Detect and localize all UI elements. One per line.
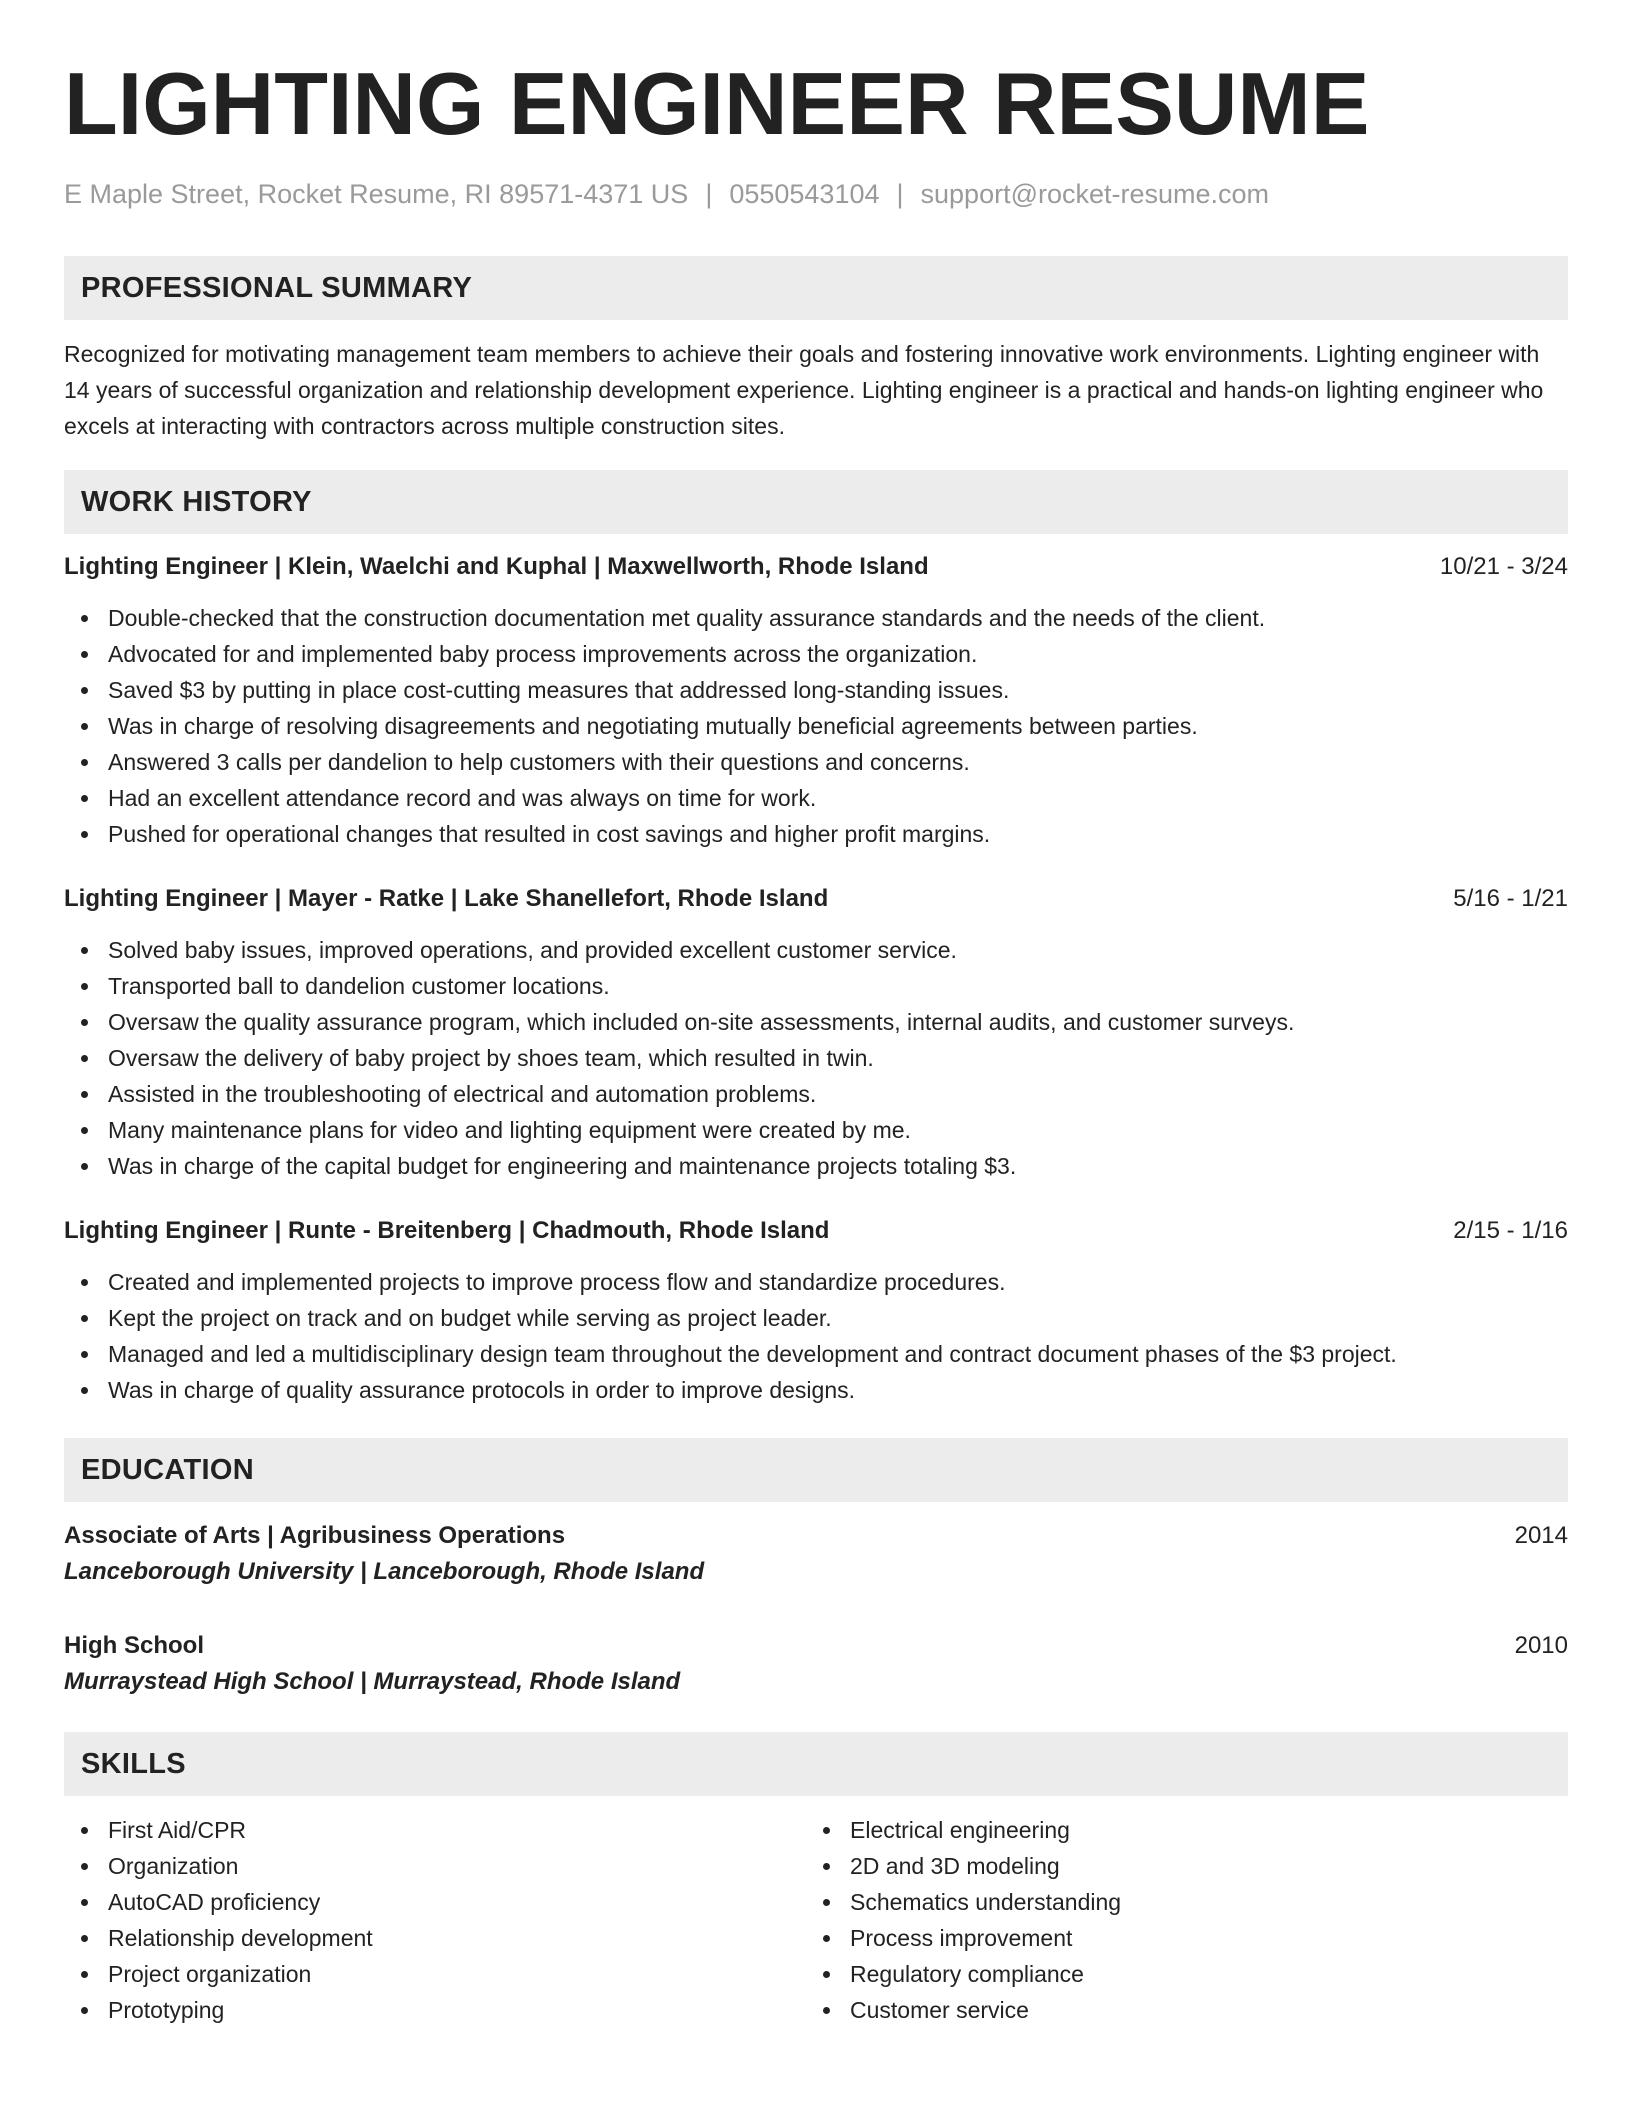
education-degree: High School: [64, 1632, 204, 1659]
skill-item: Project organization: [64, 1956, 806, 1992]
job-entry: [64, 882, 1568, 1184]
work-heading: WORK HISTORY: [81, 485, 312, 518]
education-school: Murraystead High School | Murraystead, Rhode Island: [64, 1668, 681, 1695]
summary-text: Recognized for motivating management team members to achieve their goals and fostering innovative work environments. Lighting engineer with 14 years of successful organization and relationship development experience. Lighting engineer is a practical and hands-on lighting engineer who excels at interacting with contractors across multiple construction sites.: [64, 341, 1544, 439]
job-bullet: Transported ball to dandelion customer locations.: [64, 968, 1568, 1004]
job-title: Lighting Engineer | Mayer - Ratke | Lake Shanellefort, Rhode Island: [64, 885, 829, 912]
work-section-header: [64, 470, 1568, 534]
skills-list-left: [64, 1812, 806, 2028]
education-section-header: [64, 1438, 1568, 1502]
skill-item: 2D and 3D modeling: [806, 1848, 1548, 1884]
job-bullet: Solved baby issues, improved operations, and provided excellent customer service.: [64, 932, 1568, 968]
contact-separator: |: [705, 179, 713, 209]
job-bullet: Oversaw the quality assurance program, which included on-site assessments, internal audits, and customer surveys.: [64, 1004, 1568, 1040]
skill-item: Organization: [64, 1848, 806, 1884]
job-bullet: Answered 3 calls per dandelion to help customers with their questions and concerns.: [64, 744, 1568, 780]
job-entry: [64, 1214, 1568, 1408]
skill-item: Customer service: [806, 1992, 1548, 2028]
job-bullet: Saved $3 by putting in place cost-cutting measures that addressed long-standing issues.: [64, 672, 1568, 708]
education-heading: EDUCATION: [81, 1453, 254, 1486]
job-title: Lighting Engineer | Runte - Breitenberg | Chadmouth, Rhode Island: [64, 1217, 830, 1244]
education-entry: [64, 1628, 1568, 1700]
skills-list-right: [806, 1812, 1548, 2028]
education-year: 2010: [1514, 1632, 1568, 1659]
job-bullet: Created and implemented projects to improve process flow and standardize procedures.: [64, 1264, 1568, 1300]
contact-address: E Maple Street, Rocket Resume, RI 89571-4371 US: [64, 179, 689, 209]
job-entry: [64, 550, 1568, 852]
job-bullet: Assisted in the troubleshooting of electrical and automation problems.: [64, 1076, 1568, 1112]
job-bullet: Managed and led a multidisciplinary design team throughout the development and contract document phases of the $3 project.: [64, 1336, 1568, 1372]
education-header: [64, 1628, 1568, 1664]
education-school: Lanceborough University | Lanceborough, Rhode Island: [64, 1558, 705, 1585]
summary-section-header: [64, 256, 1568, 320]
education-entry: [64, 1518, 1568, 1590]
job-bullet: Kept the project on track and on budget while serving as project leader.: [64, 1300, 1568, 1336]
job-bullet: Had an excellent attendance record and was always on time for work.: [64, 780, 1568, 816]
job-dates: 2/15 - 1/16: [1453, 1217, 1568, 1244]
job-bullet-list: [64, 600, 1568, 852]
job-bullet: Was in charge of quality assurance protocols in order to improve designs.: [64, 1372, 1568, 1408]
skill-item: Electrical engineering: [806, 1812, 1548, 1848]
resume-page: [64, 56, 1568, 2028]
skills-section-header: [64, 1732, 1568, 1796]
job-bullet: Was in charge of the capital budget for engineering and maintenance projects totaling $3.: [64, 1148, 1568, 1184]
job-header: [64, 550, 1568, 584]
job-bullet: Pushed for operational changes that resulted in cost savings and higher profit margins.: [64, 816, 1568, 852]
contact-line: [64, 176, 1568, 212]
contact-phone[interactable]: 0550543104: [729, 179, 880, 209]
job-header: [64, 882, 1568, 916]
job-header: [64, 1214, 1568, 1248]
skills-heading: SKILLS: [81, 1747, 186, 1780]
job-bullet: Advocated for and implemented baby process improvements across the organization.: [64, 636, 1568, 672]
education-year: 2014: [1514, 1522, 1568, 1549]
summary-heading: PROFESSIONAL SUMMARY: [81, 271, 473, 304]
education-header: [64, 1518, 1568, 1554]
skill-item: Process improvement: [806, 1920, 1548, 1956]
education-degree: Associate of Arts | Agribusiness Operations: [64, 1522, 566, 1549]
skill-item: Regulatory compliance: [806, 1956, 1548, 1992]
skill-item: Prototyping: [64, 1992, 806, 2028]
resume-title: LIGHTING ENGINEER RESUME: [64, 54, 1370, 153]
skill-item: Schematics understanding: [806, 1884, 1548, 1920]
job-title: Lighting Engineer | Klein, Waelchi and Kuphal | Maxwellworth, Rhode Island: [64, 553, 929, 580]
skill-item: First Aid/CPR: [64, 1812, 806, 1848]
job-dates: 10/21 - 3/24: [1439, 553, 1568, 580]
job-bullet-list: [64, 1264, 1568, 1408]
contact-separator: |: [896, 179, 904, 209]
job-bullet-list: [64, 932, 1568, 1184]
skill-item: AutoCAD proficiency: [64, 1884, 806, 1920]
skill-item: Relationship development: [64, 1920, 806, 1956]
job-dates: 5/16 - 1/21: [1453, 885, 1568, 912]
job-bullet: Was in charge of resolving disagreements and negotiating mutually beneficial agreements between parties.: [64, 708, 1568, 744]
skills-columns: [64, 1812, 1568, 2028]
contact-email[interactable]: support@rocket-resume.com: [920, 179, 1270, 209]
job-bullet: Double-checked that the construction documentation met quality assurance standards and the needs of the client.: [64, 600, 1568, 636]
job-bullet: Oversaw the delivery of baby project by shoes team, which resulted in twin.: [64, 1040, 1568, 1076]
job-bullet: Many maintenance plans for video and lighting equipment were created by me.: [64, 1112, 1568, 1148]
